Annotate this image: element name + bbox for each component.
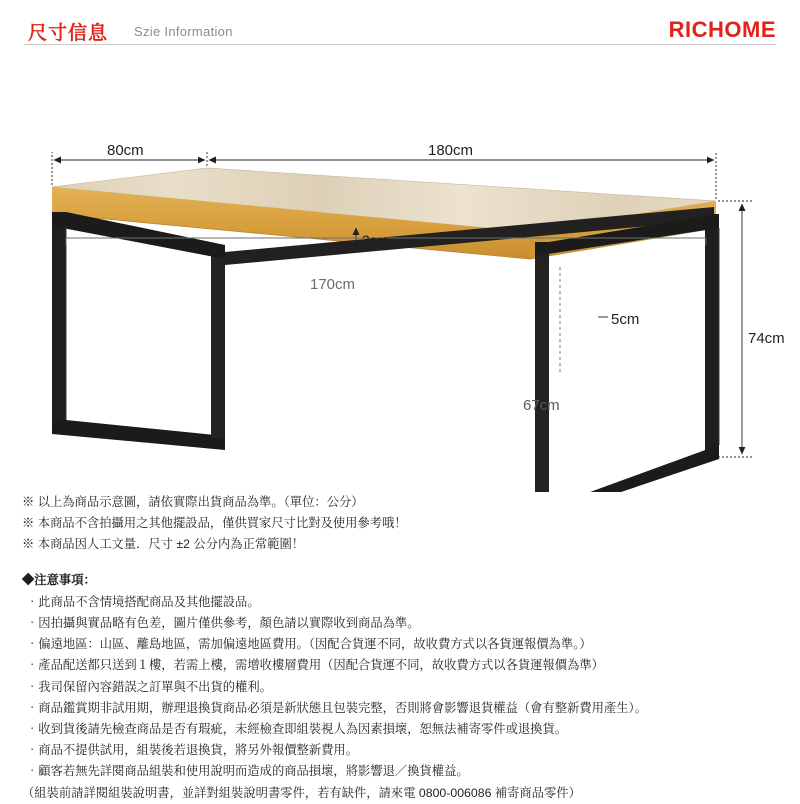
star-note: ※ 本商品因人工文量．尺寸 ±2 公分内為正常範圍！ [22, 537, 305, 552]
header-divider [24, 44, 776, 45]
dim-inner-width: 170cm [310, 276, 356, 293]
note-bullet: ‧此商品不含情境搭配商品及其他擺設品。 [26, 594, 260, 609]
note-bullet: ‧因拍攝與實品略有色差，圖片僅供參考，顏色請以實際收到商品為準。 [26, 616, 420, 631]
note-bullet: ‧產品配送都只送到１樓，若需上樓，需增收樓層費用（因配合貨運不同，故收費方式以各貨運報價為準） [26, 658, 604, 673]
note-bullet: ‧收到貨後請先檢查商品是否有瑕疵，未經檢查即組裝視人為因素損壞，恕無法補寄零件或退換貨。 [26, 722, 568, 737]
note-bullet: ‧商品不提供試用，組裝後若退換貨，將另外報價整新費用。 [26, 743, 359, 758]
dim-leg-clear: 67cm [523, 397, 560, 414]
note-bullet: ‧商品鑑賞期非試用期，辦理退換貨商品必須是新狀態且包裝完整，否則將會影響退貨權益（會有整新費用產生）。 [26, 700, 647, 715]
table-frame [52, 207, 719, 492]
page-subtitle: Szie Information [134, 24, 233, 39]
page-header [0, 0, 800, 52]
page-title: 尺寸信息 [28, 23, 109, 44]
star-notes [22, 492, 786, 556]
note-bullet: ‧顧客若無先詳閱商品組裝和使用說明而造成的商品損壞，將影響退／換貨權益。 [26, 764, 469, 779]
star-note: ※ 以上為商品示意圖，請依實際出貨商品為準。（單位：公分） [22, 495, 364, 509]
dim-thickness: 3cm [362, 232, 389, 248]
brand-logo: RICHOME [668, 17, 776, 42]
dim-total-height: 74cm [748, 330, 785, 347]
dim-width-top: 180cm [428, 142, 474, 159]
notes-section [22, 492, 786, 804]
dim-apron-offset: 5cm [611, 311, 640, 328]
notes-footer: （組裝前請詳閱組裝說明書，並詳對組裝說明書零件，若有缺件，請來電 0800-006086 補寄商品零件） [22, 785, 581, 800]
star-note: ※ 本商品不含拍攝用之其他擺設品，僅供買家尺寸比對及使用參考哦！ [22, 516, 407, 531]
dim-depth-top: 80cm [107, 142, 144, 159]
notes-heading: ◆注意事項： [22, 572, 96, 587]
product-dimension-diagram [0, 52, 800, 492]
note-bullet: ‧偏遠地區：山區、離島地區，需加偏遠地區費用。（因配合貨運不同，故收費方式以各貨運報價為準。） [26, 637, 592, 652]
note-bullet: ‧我司保留內容錯誤之訂單與不出貨的權利。 [26, 679, 272, 694]
